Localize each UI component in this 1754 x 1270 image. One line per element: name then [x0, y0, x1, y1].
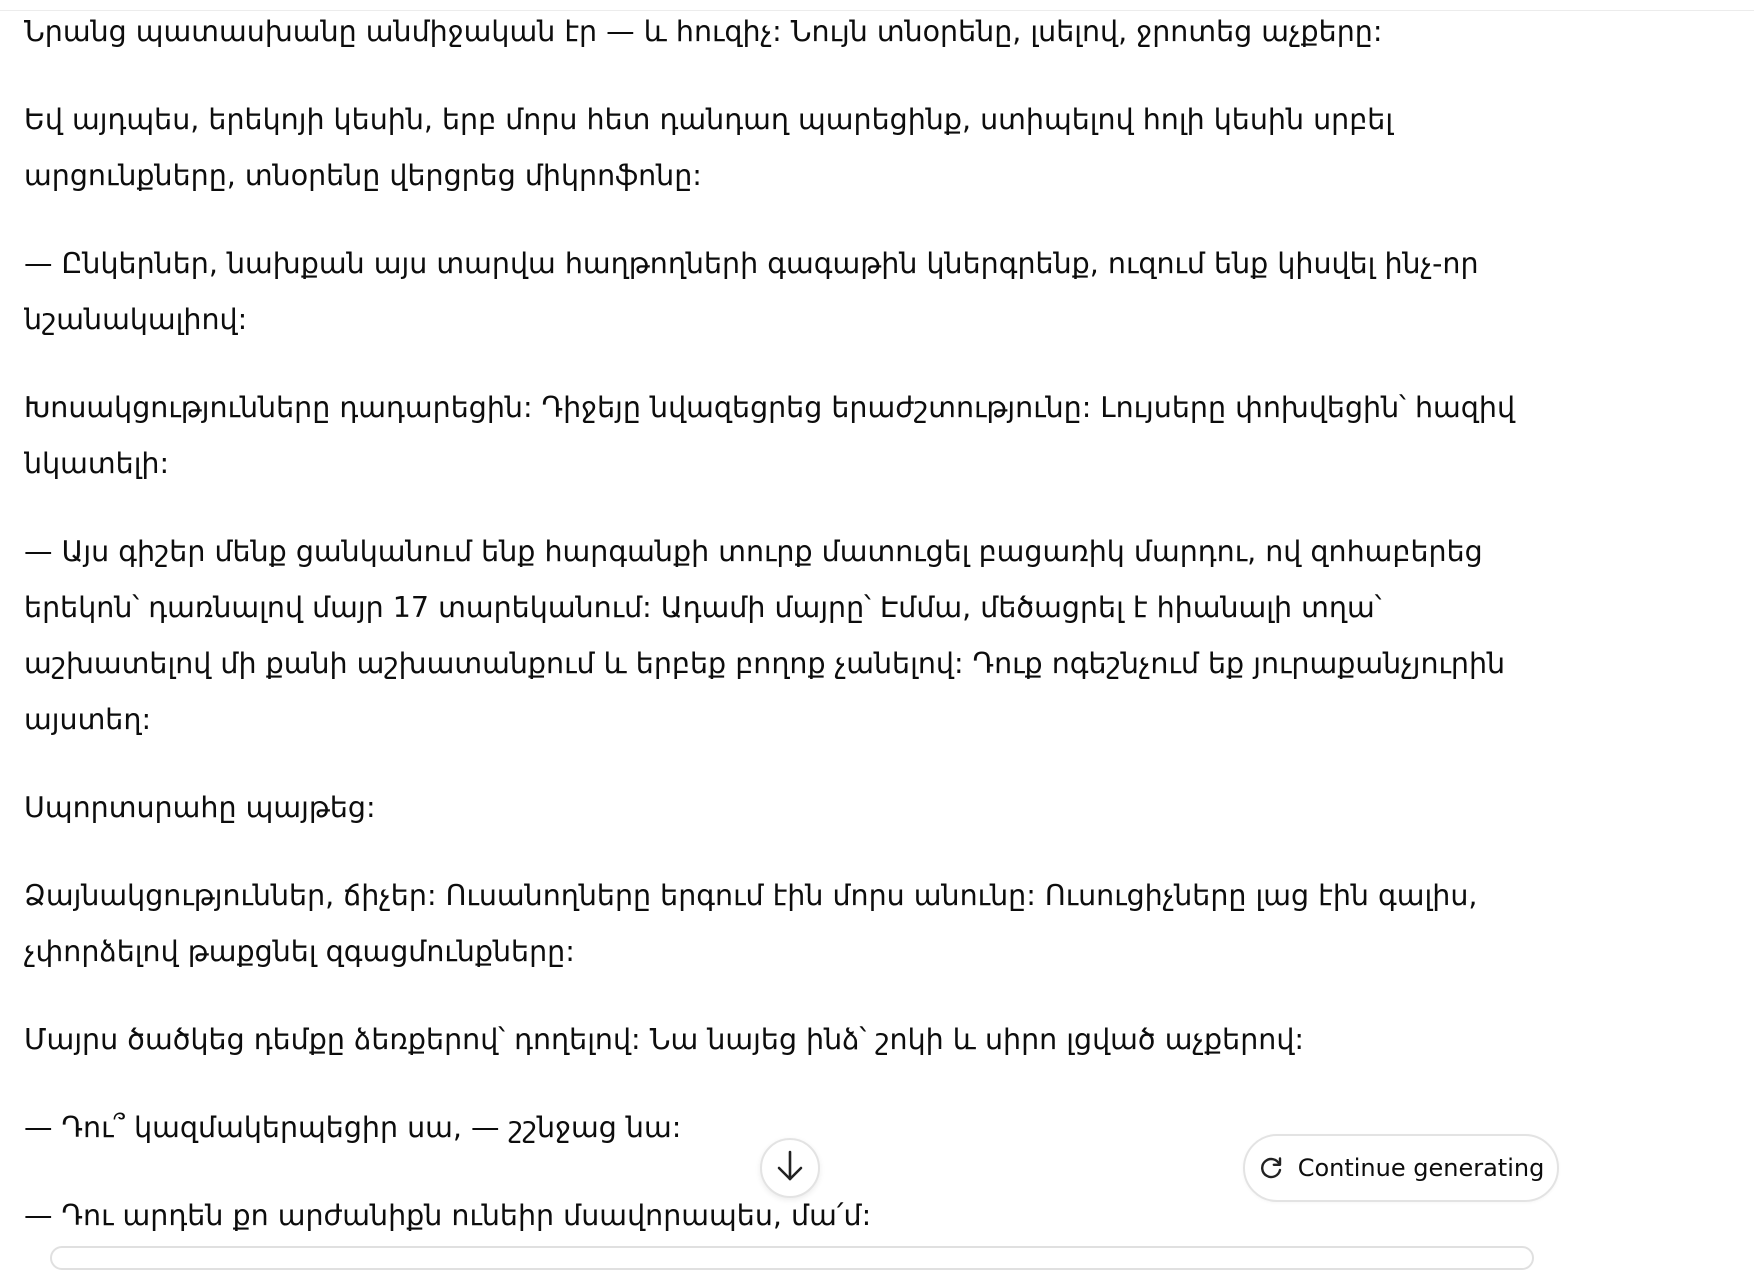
arrow-down-icon [775, 1149, 805, 1187]
message-composer[interactable] [50, 1246, 1534, 1270]
message-paragraph: Մայրս ծածկեց դեմքը ձեռքերով՝ դողելով: Նա նայեց ինձ՝ շոկի և սիրո լցված աչքերով: [24, 1023, 1304, 1056]
chat-transcript[interactable] [24, 0, 1564, 1252]
message-paragraph: Սպորտսրահը պայթեց: [24, 791, 376, 824]
continue-generating-button[interactable] [1243, 1134, 1559, 1202]
message-paragraph: — Դու արդեն քո արժանիքն ունեիր մսավորապես, մա՛մ: [24, 1199, 872, 1232]
message-paragraph: Խոսակցությունները դադարեցին: Դիջեյը նվազեցրեց երաժշտությունը: Լույսերը փոխվեցին՝ հազիվ նկատելի: [24, 391, 1516, 480]
message-paragraph: Եվ այդպես, երեկոյի կեսին, երբ մորս հետ դանդաղ պարեցինք, ստիպելով հոլի կեսին սրբել արցունքները, տնօրենը վերցրեց միկրոֆոնը: [24, 103, 1394, 192]
message-paragraph: — Ընկերներ, նախքան այս տարվա հաղթողների գագաթին կներգրենք, ուզում ենք կիսվել ինչ-որ նշանակալիով: [24, 247, 1479, 336]
message-paragraph: Նրանց պատասխանը անմիջական էր — և հուզիչ: Նույն տնօրենը, լսելով, ջրոտեց աչքերը: [24, 15, 1383, 48]
message-paragraph: — Դու՞ կազմակերպեցիր սա, — շշնջաց նա: [24, 1111, 682, 1144]
scroll-to-bottom-button[interactable] [760, 1138, 820, 1198]
refresh-icon [1258, 1155, 1284, 1181]
assistant-message [24, 4, 1564, 1244]
message-paragraph: — Այս գիշեր մենք ցանկանում ենք հարգանքի տուրք մատուցել բացառիկ մարդու, ով զոհաբերեց երեկոն՝ դառնալով մայր 17 տարեկանում: Ադամի մայրը՝ Էմմա, մեծացրել է հիանալի տղա՝ աշխատելով մի քանի աշխատանքում և երբեք բողոք չանելով: Դուք ոգեշնչում եք յուրաքանչյուրին այստեղ: [24, 535, 1506, 736]
continue-generating-label: Continue generating [1297, 1154, 1545, 1182]
message-paragraph: Ձայնակցություններ, ճիչեր: Ուսանողները երգում էին մորս անունը: Ուսուցիչները լաց էին գալիս, չփորձելով թաքցնել զգացմունքները: [24, 879, 1478, 968]
